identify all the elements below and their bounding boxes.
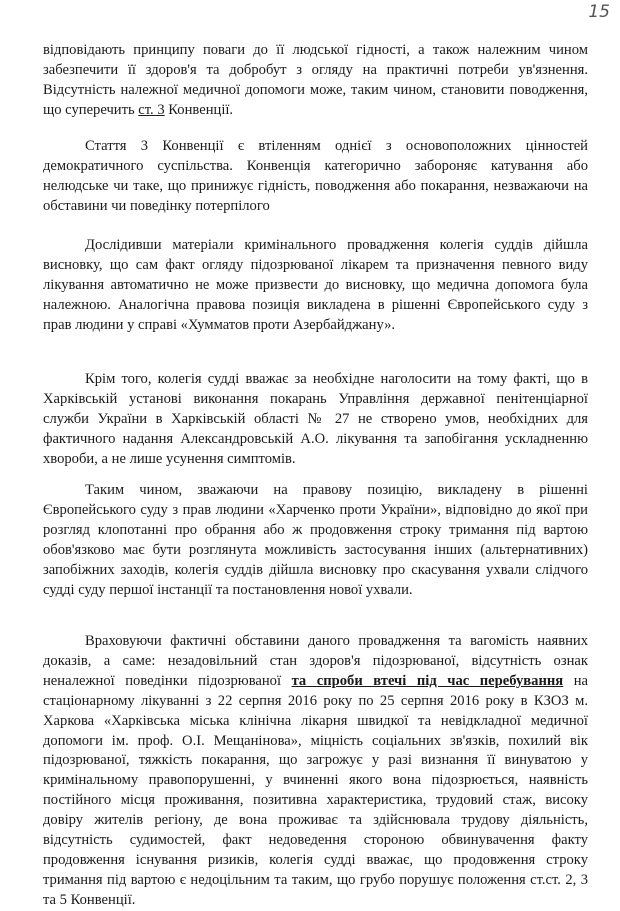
paragraph-3 bbox=[43, 236, 588, 336]
paragraph-6-end: на стаціонарному лікуванні з 22 серпня 2016 року по 25 серпня 2016 року в КЗОЗ м. Харкова «Харківська міська клінічна лікарня швидкої та невідкладної медичної допомоги ім. проф. О.І. Мещанінова», міцність соціальних зв'язків, похилий вік підозрюваної, тяжкість покарання, що загрожує у разі визнання її винуватою у кримінальному правопорушенні, у вчиненні якого вона підозрюється, наявність постійного місця проживання, позитивна характеристика, трудовий стаж, високу довіру жителів регіону, де вона проживає та здійснювала трудову діяльність, відсутність судимостей, факт недоведення стороною обвинувачення факту продовження існування ризиків, колегія судді вважає, що продовження строку тримання під вартою є недоцільним та таким, що грубо порушує положення ст.ст. 2, 3 та 5 Конвенції. bbox=[43, 672, 589, 908]
paragraph-1-text: відповідають принципу поваги до її людської гідності, а також належним чином забезпечити її здоров'я та добробут з огляду на практичні потреби ув'язнення. Відсутність належної медичної допомоги може, таким чином, становити поводження, що суперечить bbox=[43, 42, 588, 118]
paragraph-2-text: Стаття 3 Конвенції є втіленням однієї з основоположних цінностей демократичного суспільства. Конвенція категорично забороняє катування або нелюдське чи таке, що принижує гідність, поводження або покарання, незважаючи на обставини чи поведінку потерпілого bbox=[43, 138, 588, 214]
paragraph-1 bbox=[43, 41, 588, 121]
paragraph-6-emphasis: та спроби втечі під час перебування bbox=[291, 672, 564, 689]
paragraph-4 bbox=[43, 370, 588, 470]
page-number: 15 bbox=[588, 2, 610, 22]
paragraph-6-start: Враховуючи фактичні обставини даного провадження та вагомість наявних доказів, а саме: незадовільний стан здоров'я підозрюваної, відсутність ознак неналежної поведінки підозрюваної bbox=[43, 633, 588, 689]
paragraph-5 bbox=[43, 481, 588, 600]
paragraph-6 bbox=[43, 632, 588, 911]
paragraph-5-text: Таким чином, зважаючи на правову позицію, викладену в рішенні Європейського суду з прав людини «Харченко проти України», відповідно до якої при розгляд клопотанні про обрання або ж продовження строку тримання під вартою обов'язково має бути розглянута можливість застосування інших (альтернативних) запобіжних заходів, колегія суддів дійшла висновку про скасування ухвали слідчого судді суду першої інстанції та постановлення нової ухвали. bbox=[43, 482, 588, 598]
article-3-link[interactable]: ст. 3 bbox=[138, 101, 165, 118]
paragraph-3-text: Дослідивши матеріали кримінального провадження колегія суддів дійшла висновку, що сам факт огляду підозрюваної лікарем та призначення певного виду лікування автоматично не може призвести до висновку, що медична допомога була належною. Аналогічна правова позиція викладена в рішенні Європейського суду з прав людини у справі «Хумматов проти Азербайджану». bbox=[43, 237, 588, 333]
paragraph-2 bbox=[43, 137, 588, 217]
paragraph-4-text: Крім того, колегія судді вважає за необхідне наголосити на тому факті, що в Харківській установі виконання покарань Управління державної пенітенціарної служби України в Харківській області № 27 не створено умов, необхідних для фактичного надання Александровській А.О. лікування та запобігання ускладненню хвороби, а не лише усунення симптомів. bbox=[43, 371, 588, 467]
paragraph-1-tail: Конвенції. bbox=[164, 101, 234, 118]
